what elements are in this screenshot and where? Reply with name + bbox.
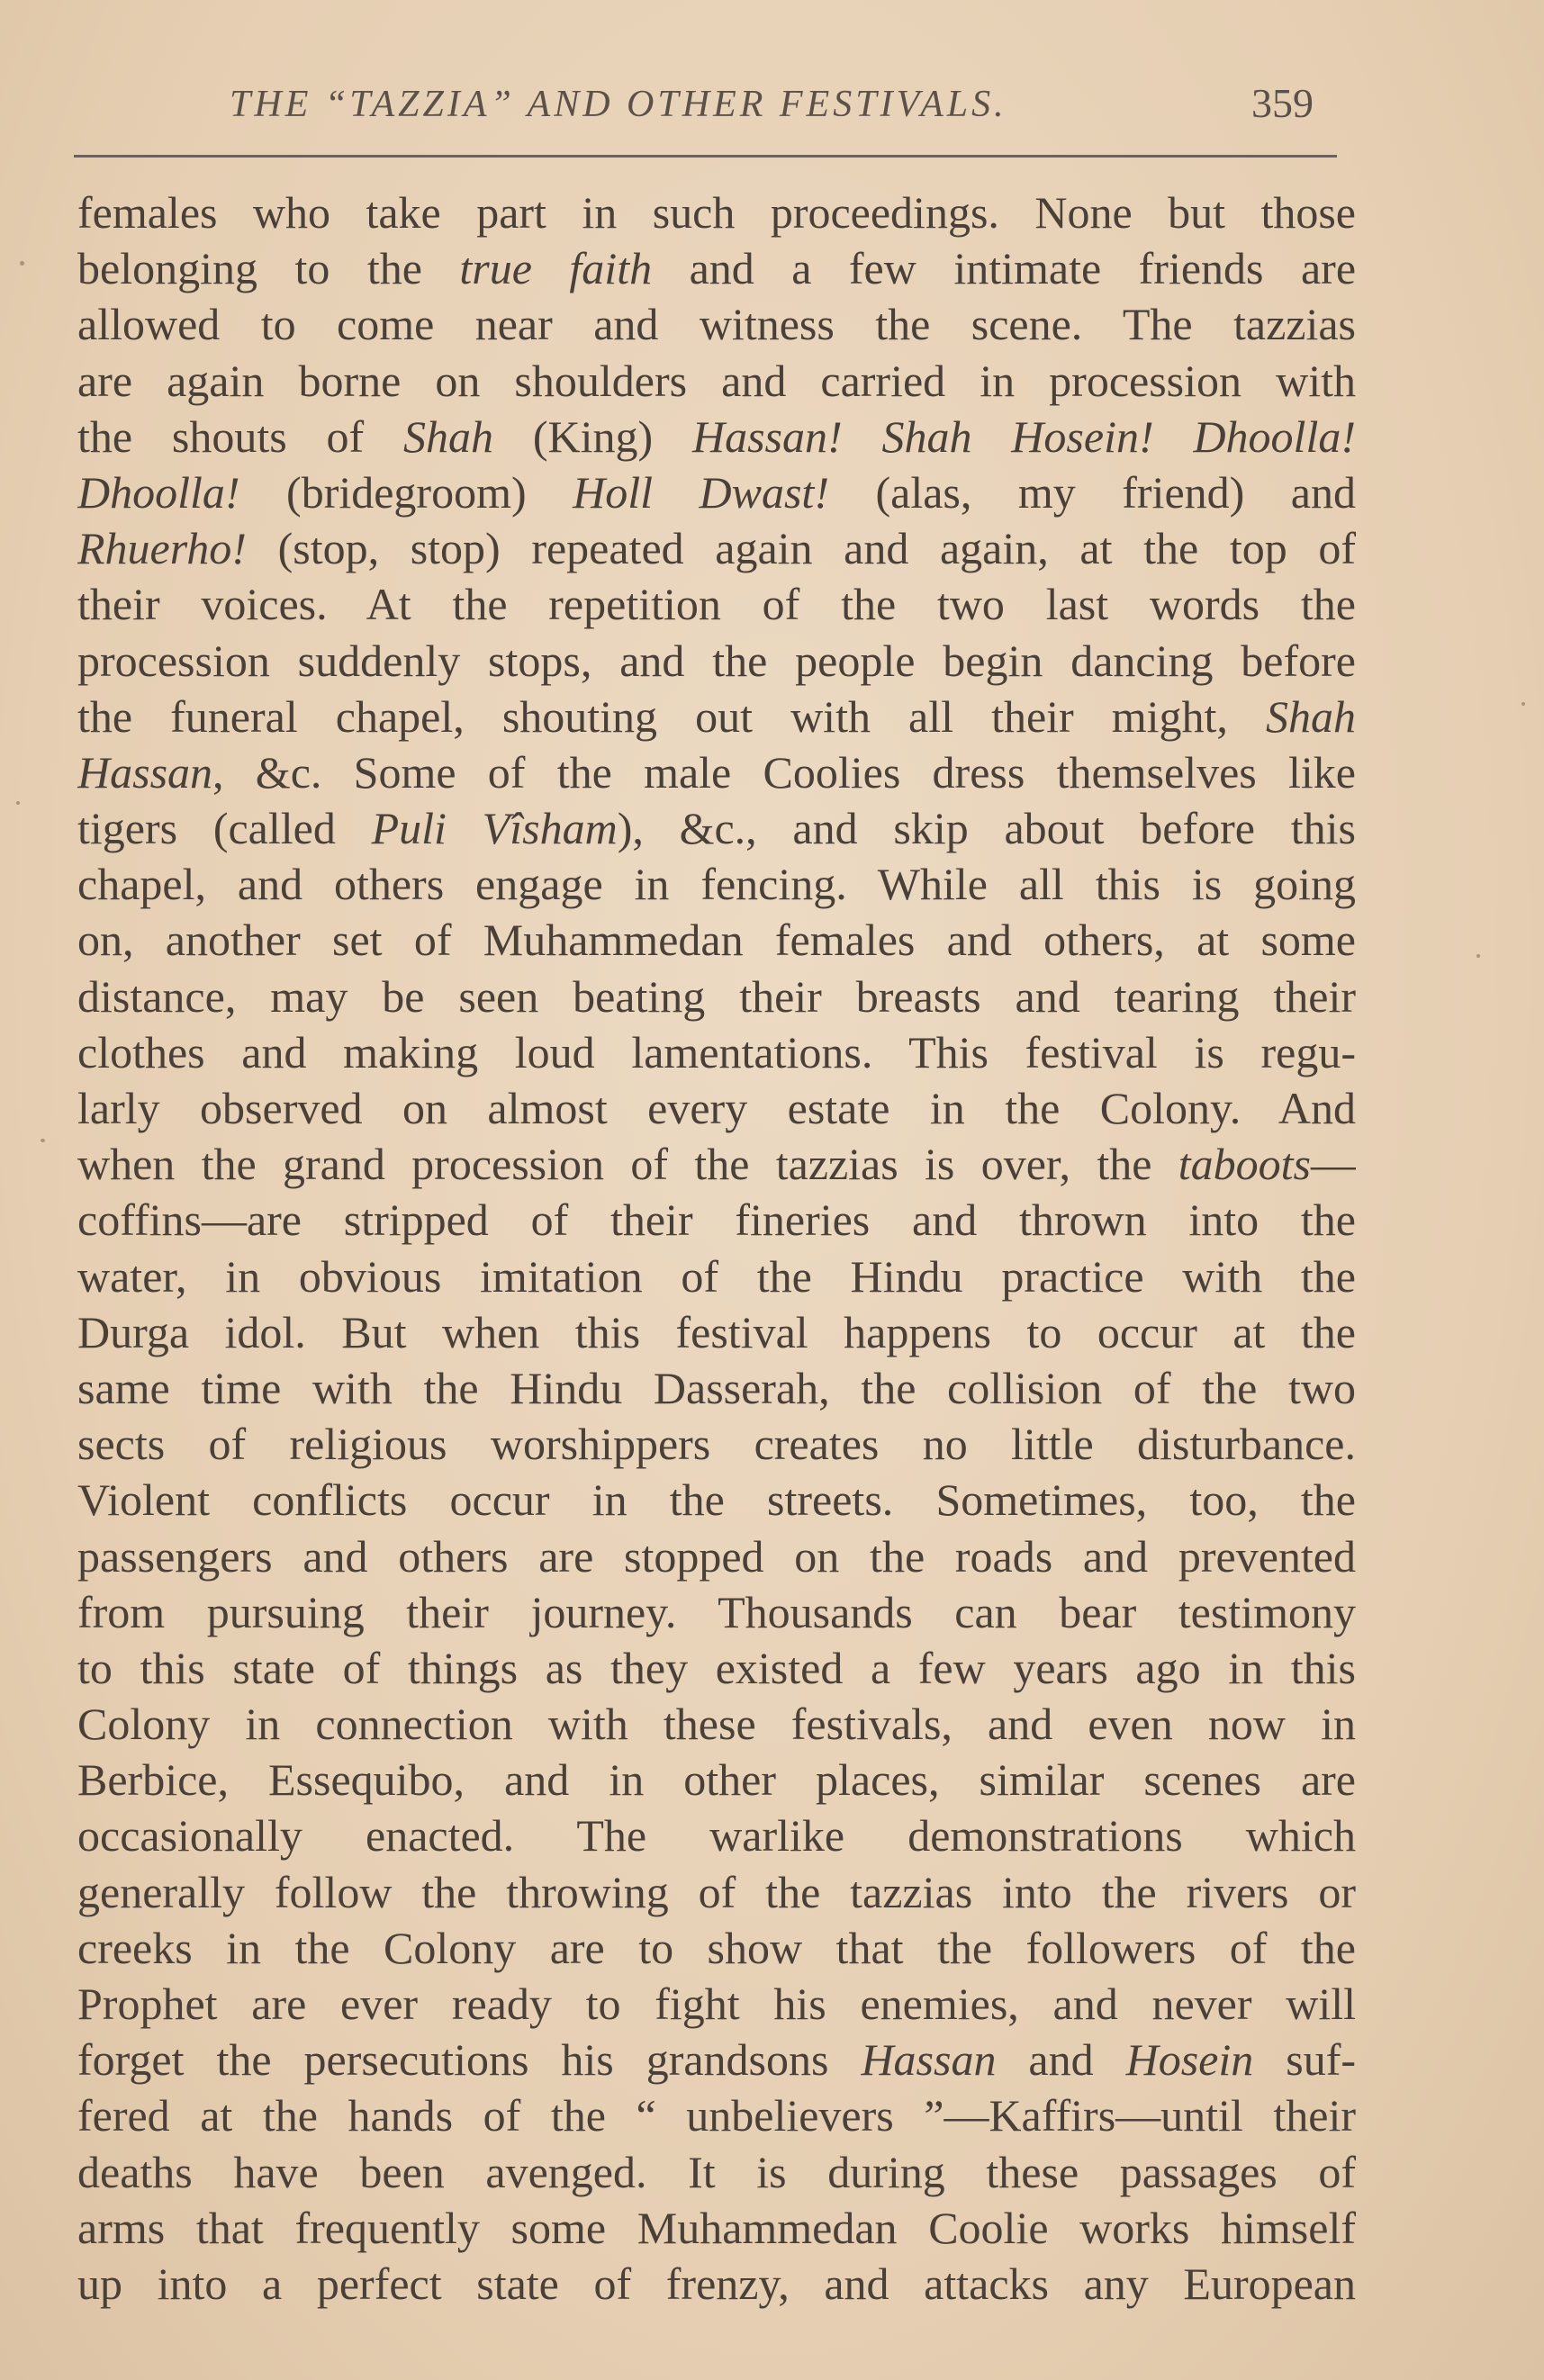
- text-line: [77, 2087, 1356, 2143]
- text-run: clothes and making loud lamentations. This festival is regu-: [77, 1026, 1356, 1077]
- text-run: creeks in the Colony are to show that the followers of the: [77, 1922, 1356, 1973]
- text-line: [77, 1920, 1356, 1976]
- italic-text: Hassan! Shah Hosein! Dhoolla!: [691, 410, 1356, 462]
- paper-speck: [1521, 702, 1525, 706]
- text-run: (bridegroom): [239, 466, 573, 518]
- text-run: (King): [493, 410, 692, 462]
- text-line: [77, 1976, 1356, 2032]
- text-run: to this state of things as they existed a few years ago in this: [77, 1642, 1356, 1693]
- text-run: same time with the Hindu Dasserah, the collision of the two: [77, 1362, 1356, 1413]
- text-run: Berbice, Essequibo, and in other places, similar scenes are: [77, 1754, 1356, 1806]
- italic-text: Rhuerho!: [77, 523, 247, 574]
- text-line: [77, 576, 1356, 632]
- text-run: (alas, my friend) and: [828, 466, 1356, 518]
- text-line: [77, 185, 1356, 240]
- text-run: belonging to the: [77, 243, 460, 294]
- text-line: [77, 1472, 1356, 1528]
- text-line: [77, 296, 1356, 352]
- text-run: passengers and others are stopped on the roads and prevented: [77, 1530, 1356, 1582]
- italic-text: Hassan: [861, 2034, 997, 2086]
- text-run: ), &c., and skip about before this: [617, 803, 1356, 854]
- text-run: allowed to come near and witness the scene. The tazzias: [77, 299, 1356, 350]
- paper-speck: [41, 1139, 45, 1142]
- text-line: [77, 2256, 1356, 2312]
- text-run: arms that frequently some Muhammedan Coolie works himself: [77, 2202, 1356, 2253]
- text-line: [77, 2200, 1356, 2256]
- text-line: [77, 1024, 1356, 1080]
- italic-text: Puli Vîsham: [371, 803, 618, 854]
- text-line: [77, 1192, 1356, 1248]
- text-run: suf-: [1253, 2034, 1356, 2086]
- text-run: , &c. Some of the male Coolies dress themselves like: [212, 746, 1356, 798]
- paper-speck: [20, 261, 24, 266]
- text-line: [77, 1640, 1356, 1696]
- text-line: [77, 856, 1356, 912]
- text-line: [77, 464, 1356, 520]
- text-run: fered at the hands of the “ unbelievers ”—Kaffirs—until their: [77, 2090, 1356, 2141]
- page-number: 359: [1251, 80, 1314, 126]
- text-run: Colony in connection with these festivals, and even now in: [77, 1699, 1356, 1750]
- text-run: Durga idol. But when this festival happens to occur at the: [77, 1306, 1356, 1357]
- text-line: [77, 1528, 1356, 1584]
- text-run: larly observed on almost every estate in the Colony. And: [77, 1083, 1356, 1133]
- text-line: [77, 912, 1356, 968]
- text-line: [77, 744, 1356, 800]
- italic-text: Hosein: [1125, 2034, 1254, 2086]
- body-text: [77, 185, 1356, 2312]
- text-line: [77, 1136, 1356, 1192]
- text-line: [77, 2032, 1356, 2087]
- text-run: Violent conflicts occur in the streets. Sometimes, too, the: [77, 1474, 1356, 1526]
- italic-text: Shah: [403, 410, 494, 462]
- italic-text: Shah: [1266, 690, 1356, 742]
- text-run: when the grand procession of the tazzias is over, the: [77, 1139, 1178, 1190]
- text-run: up into a perfect state of frenzy, and attacks any European: [77, 2258, 1356, 2309]
- text-line: [77, 1304, 1356, 1360]
- text-line: [77, 409, 1356, 464]
- text-run: are again borne on shoulders and carried in procession with: [77, 355, 1356, 406]
- text-line: [77, 1696, 1356, 1752]
- italic-text: true faith: [459, 243, 653, 294]
- text-run: from pursuing their journey. Thousands can bear testimony: [77, 1586, 1356, 1637]
- text-line: [77, 1360, 1356, 1416]
- text-run: their voices. At the repetition of the two last words the: [77, 579, 1356, 630]
- text-run: sects of religious worshippers creates no little disturbance.: [77, 1419, 1356, 1470]
- text-run: chapel, and others engage in fencing. While all this is going: [77, 859, 1356, 910]
- text-run: and: [996, 2034, 1126, 2086]
- text-line: [77, 1080, 1356, 1136]
- text-run: tigers (called: [77, 803, 372, 854]
- text-run: coffins—are stripped of their fineries and thrown into the: [77, 1195, 1356, 1246]
- text-run: deaths have been avenged. It is during these passages of: [77, 2146, 1356, 2197]
- text-line: [77, 969, 1356, 1024]
- text-run: (stop, stop) repeated again and again, at the top of: [246, 523, 1356, 574]
- text-run: on, another set of Muhammedan females and others, at some: [77, 915, 1356, 966]
- header-rule: [74, 155, 1337, 158]
- text-run: distance, may be seen beating their breasts and tearing their: [77, 970, 1356, 1022]
- italic-text: Holl Dwast!: [573, 466, 829, 518]
- text-line: [77, 800, 1356, 856]
- running-head: THE “TAZZIA” AND OTHER FESTIVALS.: [230, 84, 1007, 125]
- text-line: [77, 689, 1356, 744]
- text-line: [77, 633, 1356, 689]
- text-run: —: [1311, 1139, 1356, 1190]
- text-run: the shouts of: [77, 410, 404, 462]
- text-line: [77, 240, 1356, 296]
- text-run: forget the persecutions his grandsons: [77, 2034, 862, 2086]
- text-line: [77, 1249, 1356, 1304]
- text-line: [77, 2144, 1356, 2200]
- text-run: water, in obvious imitation of the Hindu practice with the: [77, 1250, 1356, 1302]
- italic-text: Hassan: [77, 746, 213, 798]
- text-run: the funeral chapel, shouting out with all their might,: [77, 690, 1266, 742]
- text-line: [77, 353, 1356, 409]
- text-line: [77, 520, 1356, 576]
- text-line: [77, 1584, 1356, 1640]
- paper-speck: [16, 801, 20, 805]
- text-line: [77, 1808, 1356, 1863]
- text-run: occasionally enacted. The warlike demonstrations which: [77, 1810, 1356, 1862]
- text-run: generally follow the throwing of the tazzias into the rivers or: [77, 1866, 1356, 1917]
- text-run: females who take part in such proceedings. None but those: [77, 187, 1356, 238]
- text-run: Prophet are ever ready to fight his enemies, and never will: [77, 1979, 1356, 2029]
- italic-text: taboots: [1178, 1139, 1311, 1190]
- text-line: [77, 1864, 1356, 1920]
- text-line: [77, 1752, 1356, 1808]
- italic-text: Dhoolla!: [77, 466, 240, 518]
- text-run: and a few intimate friends are: [652, 243, 1356, 294]
- paper-speck: [1476, 954, 1480, 958]
- text-line: [77, 1416, 1356, 1472]
- text-run: procession suddenly stops, and the people begin dancing before: [77, 635, 1356, 686]
